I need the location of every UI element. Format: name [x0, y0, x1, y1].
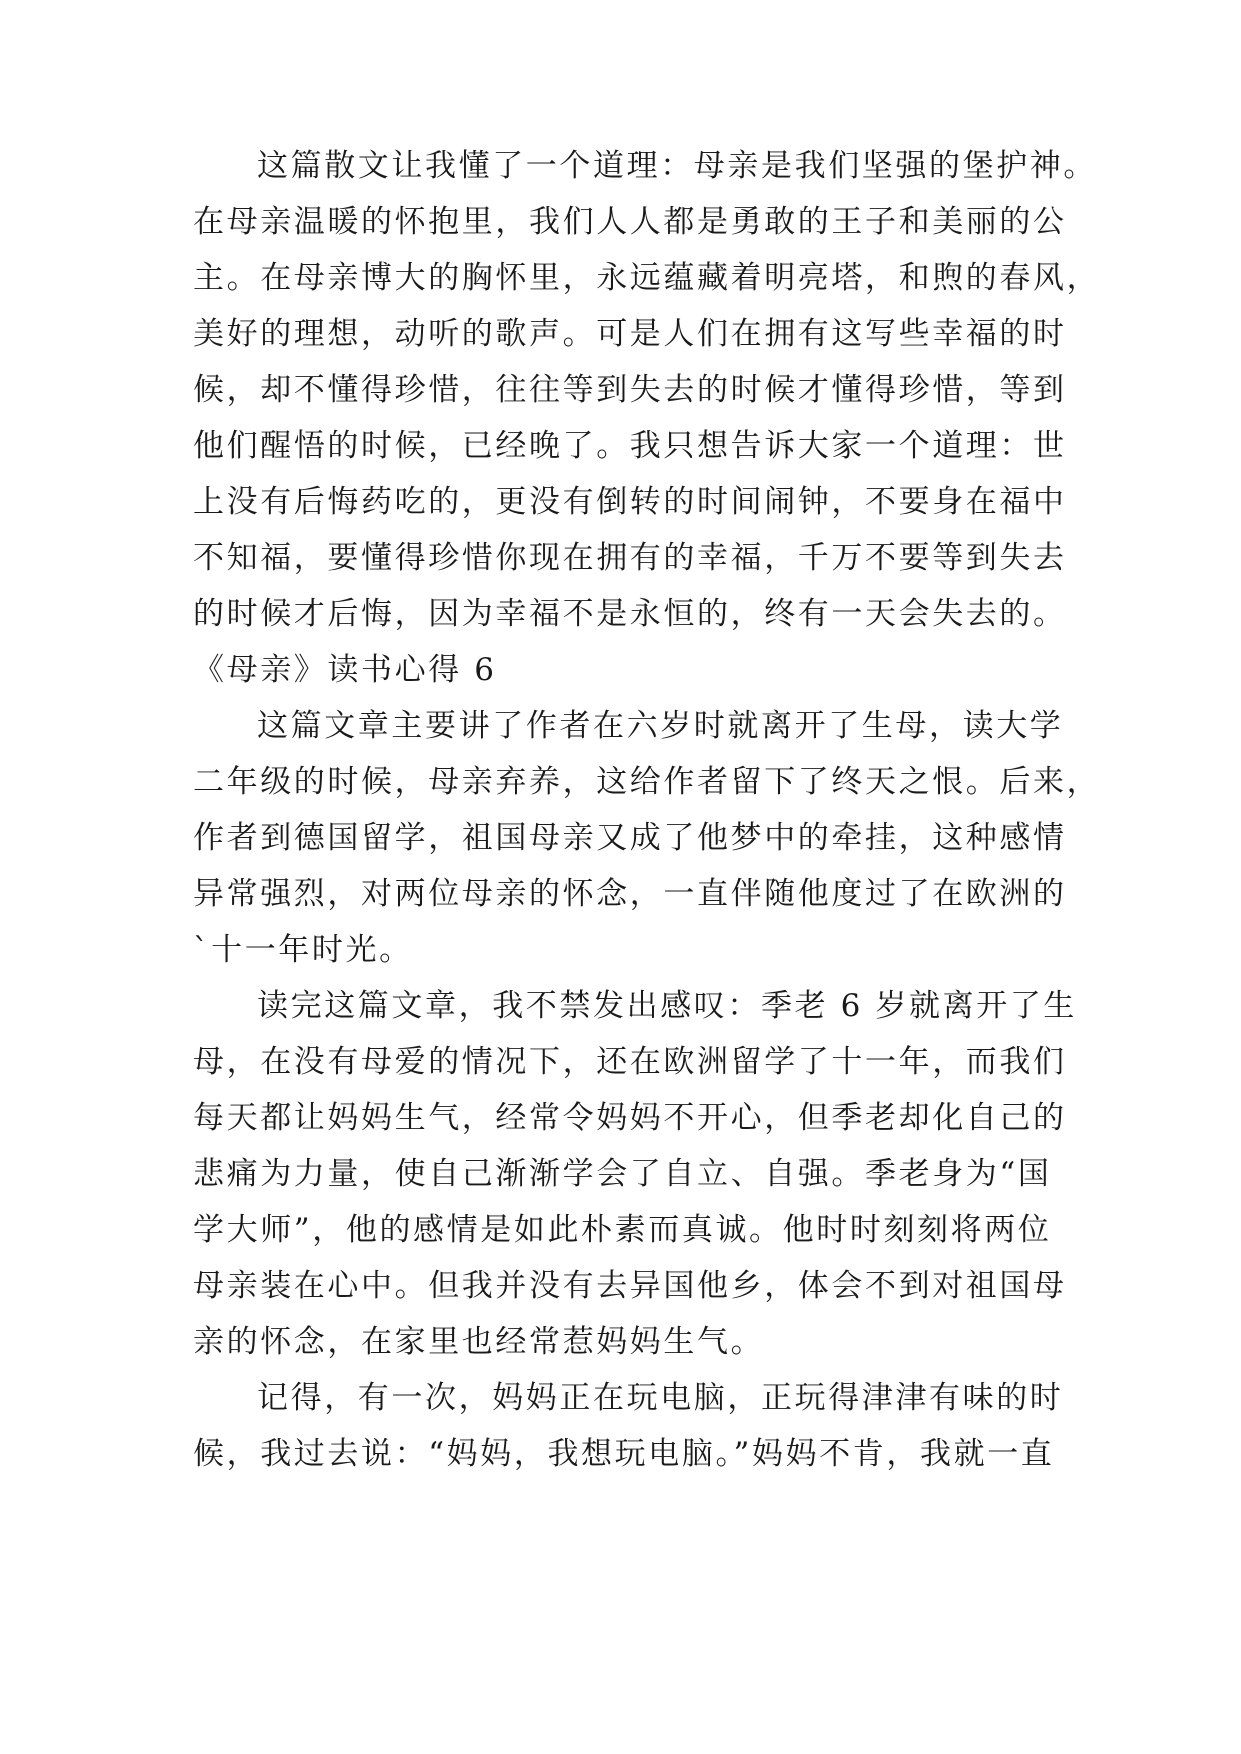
- paragraph-line: 每天都让妈妈生气，经常令妈妈不开心，但季老却化自己的: [193, 1100, 1067, 1136]
- paragraph-line: 的时候才后悔，因为幸福不是永恒的，终有一天会失去的。: [193, 596, 1067, 632]
- paragraph-line: 记得，有一次，妈妈正在玩电脑，正玩得津津有味的时: [257, 1380, 1064, 1416]
- paragraph-line: 母亲装在心中。但我并没有去异国他乡，体会不到对祖国母: [193, 1268, 1067, 1304]
- paragraph-line: 在母亲温暖的怀抱里，我们人人都是勇敢的王子和美丽的公: [193, 204, 1067, 240]
- paragraph-line: 上没有后悔药吃的，更没有倒转的时间闹钟，不要身在福中: [193, 484, 1067, 520]
- paragraph-line: 这篇文章主要讲了作者在六岁时就离开了生母，读大学: [257, 708, 1064, 744]
- paragraph-line: 悲痛为力量，使自己渐渐学会了自立、自强。季老身为“国: [193, 1156, 1052, 1192]
- paragraph-line: 作者到德国留学，祖国母亲又成了他梦中的牵挂，这种感情: [193, 820, 1067, 856]
- paragraph-line: 学大师”，他的感情是如此朴素而真诚。他时时刻刻将两位: [193, 1212, 1052, 1248]
- paragraph-line: 美好的理想，动听的歌声。可是人们在拥有这写些幸福的时: [193, 316, 1067, 352]
- paragraph-line: 不知福，要懂得珍惜你现在拥有的幸福，千万不要等到失去: [193, 540, 1067, 576]
- paragraph-line: 候，却不懂得珍惜，往往等到失去的时候才懂得珍惜，等到: [193, 372, 1067, 408]
- paragraph-line: 这篇散文让我懂了一个道理：母亲是我们坚强的堡护神。: [257, 148, 1097, 184]
- paragraph-line: 母，在没有母爱的情况下，还在欧洲留学了十一年，而我们: [193, 1044, 1067, 1080]
- paragraph-line: 二年级的时候，母亲弃养，这给作者留下了终天之恨。后来，: [193, 764, 1101, 800]
- paragraph-line: `十一年时光。: [193, 932, 413, 968]
- paragraph-line: 异常强烈，对两位母亲的怀念，一直伴随他度过了在欧洲的: [193, 876, 1067, 912]
- section-heading: 《母亲》读书心得 6: [193, 652, 497, 688]
- paragraph-line: 候，我过去说：“妈妈，我想玩电脑。”妈妈不肯，我就一直: [193, 1436, 1055, 1472]
- paragraph-line: 他们醒悟的时候，已经晚了。我只想告诉大家一个道理：世: [193, 428, 1067, 464]
- paragraph-line: 读完这篇文章，我不禁发出感叹：季老 6 岁就离开了生: [257, 988, 1078, 1024]
- paragraph-line: 主。在母亲博大的胸怀里，永远蕴藏着明亮塔，和煦的春风，: [193, 260, 1101, 296]
- paragraph-line: 亲的怀念，在家里也经常惹妈妈生气。: [193, 1324, 765, 1360]
